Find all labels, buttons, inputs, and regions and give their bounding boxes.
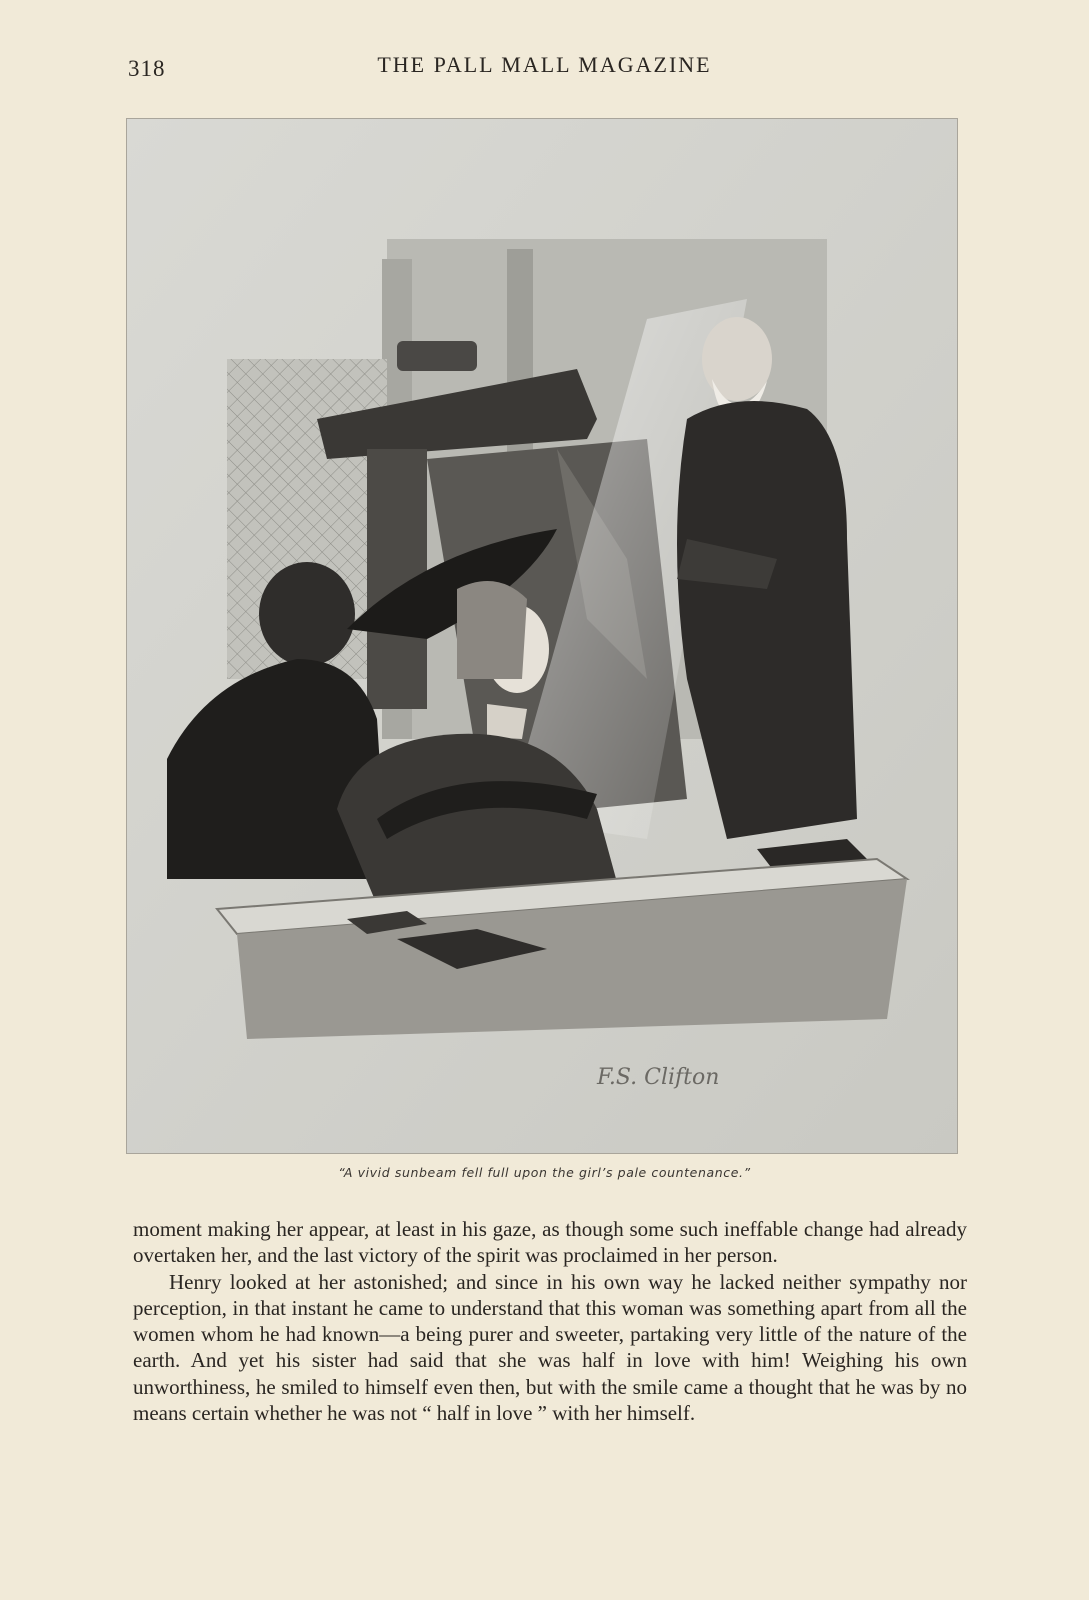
- artist-signature: F.S. Clifton: [597, 1065, 720, 1090]
- paragraph: Henry looked at her astonished; and since in his own way he lacked neither sympathy nor perception, in that instant he came to understand that this woman was something apart from all the women whom he had known—a being purer and sweeter, partaking very little of the nature of the earth. And yet his sister had said that she was half in love with him! Weighing his own unworthiness, he smiled to himself even then, but with the smile came a thought that he was by no means certain whether he was not “ half in love ” with her himself.: [133, 1269, 967, 1426]
- church-scene-illustration: [127, 119, 957, 1153]
- preacher-head: [702, 317, 772, 401]
- illustration-caption: “A vivid sunbeam fell full upon the girl’s pale countenance.”: [338, 1165, 751, 1180]
- running-title: THE PALL MALL MAGAZINE: [377, 52, 712, 77]
- article-body: [133, 1216, 967, 1426]
- illustration-plate: [126, 118, 958, 1154]
- paragraph: moment making her appear, at least in his gaze, as though some such ineffable change had already overtaken her, and the last victory of the spirit was proclaimed in her person.: [133, 1217, 967, 1268]
- page-number: 318: [128, 56, 166, 81]
- man-head: [259, 562, 355, 666]
